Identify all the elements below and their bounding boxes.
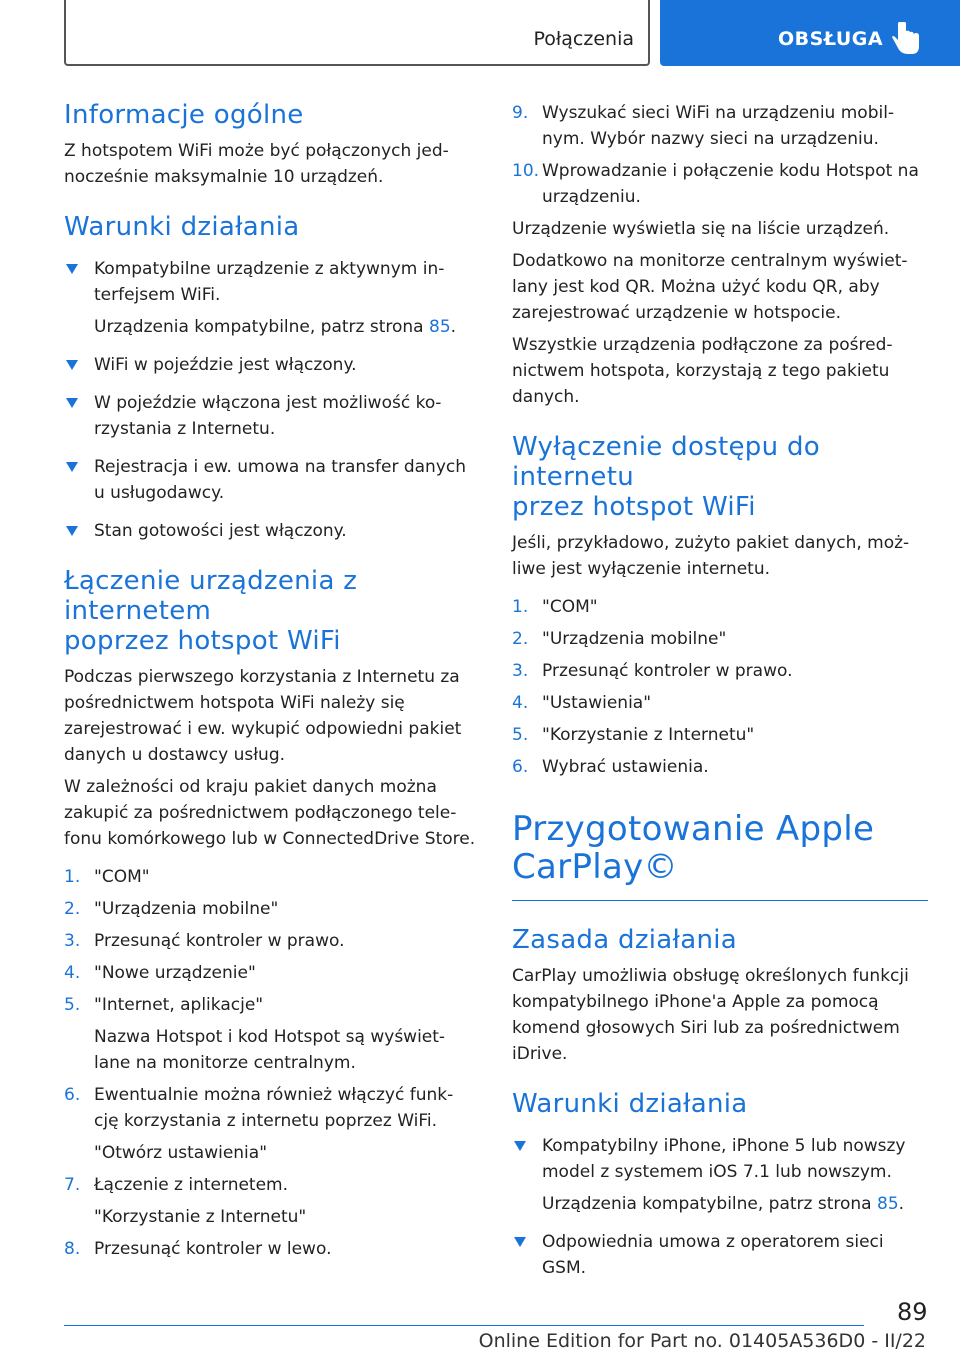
bullet-triangle-icon xyxy=(66,462,78,472)
section-label: Połączenia xyxy=(533,28,634,50)
step-item: 4. "Ustawienia" xyxy=(512,693,652,713)
condition-item: Rejestracja i ew. umowa na transfer danych u usługodawcy. xyxy=(64,454,480,506)
condition-item: Kompatybilny iPhone, iPhone 5 lub nowszy model z systemem iOS 7.1 lub nowszym. xyxy=(512,1133,932,1185)
left-column xyxy=(64,100,480,1262)
bullet-triangle-icon xyxy=(514,1237,526,1247)
connect-paragraph: W zależności od kraju pakiet danych można zakupić za pośrednictwem podłączonego tele‐ fonu komórkowego lub w ConnectedDrive Store. xyxy=(64,777,476,849)
hand-pointer-icon xyxy=(892,22,922,56)
step-note: Nazwa Hotspot i kod Hotspot są wyświet‐ lane na monitorze centralnym. xyxy=(94,1027,446,1073)
bullet-triangle-icon xyxy=(514,1141,526,1151)
condition-item: Kompatybilne urządzenie z aktywnym in‐ terfejsem WiFi. xyxy=(64,256,480,308)
step-item: 4. "Nowe urządzenie" xyxy=(64,963,256,983)
footer-edition: Online Edition for Part no. 01405A536D0 - II/22 xyxy=(478,1330,926,1352)
page-link-85[interactable]: 85 xyxy=(877,1194,899,1214)
step-item: 6. Wybrać ustawienia. xyxy=(512,757,709,777)
step-item: 2. "Urządzenia mobilne" xyxy=(512,629,727,649)
step-note: "Otwórz ustawienia" xyxy=(94,1143,268,1163)
general-heading: Informacje ogólne xyxy=(64,100,304,130)
step-item: 2. "Urządzenia mobilne" xyxy=(64,899,279,919)
step-note: "Korzystanie z Internetu" xyxy=(94,1207,307,1227)
compat-reference: Urządzenia kompatybilne, patrz strona 85. xyxy=(542,1194,905,1214)
step-item: 7. Łączenie z internetem. xyxy=(64,1175,289,1195)
principle-text: CarPlay umożliwia obsługę określonych funkcji kompatybilnego iPhone'a Apple za pomocą komend głosowych Siri lub za pośrednictwem iDrive. xyxy=(512,966,909,1064)
step-item: 9. Wyszukać sieci WiFi na urządzeniu mobil‐ nym. Wybór nazwy sieci na urządzeniu. xyxy=(512,103,895,149)
body-paragraph: Dodatkowo na monitorze centralnym wyświet‐ lany jest kod QR. Można użyć kodu QR, aby zarejestrować urządzenie w hotspocie. xyxy=(512,251,908,323)
step-item: 5. "Korzystanie z Internetu" xyxy=(512,725,755,745)
right-column xyxy=(512,100,932,1281)
connect-paragraph: Podczas pierwszego korzystania z Internetu za pośrednictwem hotspota WiFi należy się zarejestrować i ew. wykupić odpowiedni pakiet danych u dostawcy usług. xyxy=(64,667,462,765)
bullet-triangle-icon xyxy=(66,264,78,274)
conditions2-heading: Warunki działania xyxy=(512,1089,748,1119)
page-number: 89 xyxy=(897,1298,928,1326)
body-paragraph: Urządzenie wyświetla się na liście urządzeń. xyxy=(512,219,890,239)
step-item: 3. Przesunąć kontroler w prawo. xyxy=(64,931,345,951)
footer-divider xyxy=(64,1325,864,1326)
page-link-85[interactable]: 85 xyxy=(429,317,451,337)
connect-heading: Łączenie urządzenia z internetem poprzez hotspot WiFi xyxy=(64,566,358,656)
compat-reference: Urządzenia kompatybilne, patrz strona 85. xyxy=(94,317,457,337)
bullet-triangle-icon xyxy=(66,526,78,536)
step-item: 8. Przesunąć kontroler w lewo. xyxy=(64,1239,332,1259)
general-text: Z hotspotem WiFi może być połączonych jed‐ nocześnie maksymalnie 10 urządzeń. xyxy=(64,141,449,187)
step-item: 10. Wprowadzanie i połączenie kodu Hotspot na urządzeniu. xyxy=(512,161,919,207)
step-item: 3. Przesunąć kontroler w prawo. xyxy=(512,661,793,681)
condition-item: W pojeździe włączona jest możliwość ko‐ rzystania z Internetu. xyxy=(64,390,480,442)
bullet-triangle-icon xyxy=(66,398,78,408)
step-item: 5. "Internet, aplikacje" xyxy=(64,995,264,1015)
step-item: 6. Ewentualnie można również włączyć funk‐ cję korzystania z internetu poprzez WiFi. xyxy=(64,1085,454,1131)
disable-text: Jeśli, przykładowo, zużyto pakiet danych, moż‐ liwe jest wyłączenie internetu. xyxy=(512,533,910,579)
header-section-tab xyxy=(64,0,650,66)
step-item: 1. "COM" xyxy=(64,867,150,887)
chapter-label: OBSŁUGA xyxy=(778,28,884,50)
body-paragraph: Wszystkie urządzenia podłączone za pośred‐ nictwem hotspota, korzystają z tego pakietu danych. xyxy=(512,335,893,407)
carplay-heading: Przygotowanie Apple CarPlay© xyxy=(512,809,875,887)
header-chapter-tab xyxy=(660,0,960,66)
section-divider xyxy=(512,900,928,901)
principle-heading: Zasada działania xyxy=(512,925,737,955)
bullet-triangle-icon xyxy=(66,360,78,370)
conditions-heading: Warunki działania xyxy=(64,212,300,242)
step-item: 1. "COM" xyxy=(512,597,598,617)
disable-heading: Wyłączenie dostępu do internetu przez hotspot WiFi xyxy=(512,432,820,522)
condition-item: WiFi w pojeździe jest włączony. xyxy=(64,352,480,378)
condition-item: Stan gotowości jest włączony. xyxy=(64,518,480,544)
condition-item: Odpowiednia umowa z operatorem sieci GSM. xyxy=(512,1229,932,1281)
